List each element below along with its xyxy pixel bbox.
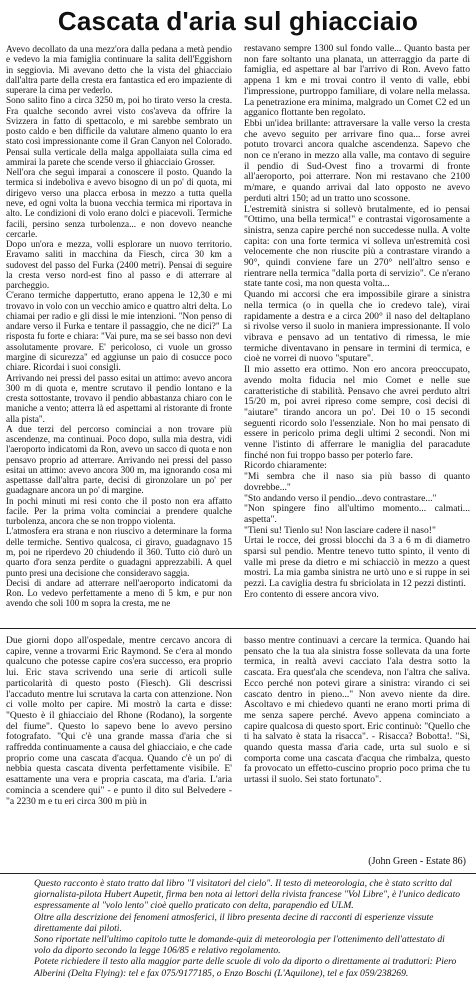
paragraph: Arrivando nei pressi del passo esitai un attimo: avevo ancora 300 m di quota e, mentre scrutavo il pendio lontano e la cresta sottostante, trovavo il pendio abbastanza chiaro con le maniche a vento; atterra là ed aspettami al ristorante di fronte alla pista". (6, 372, 232, 424)
paragraph: Sono salito fino a circa 3250 m, poi ho tirato verso la cresta. Fra qualche secondo avrei visto cos'aveva da offrire la Svizzera in fatto di spettacolo, e mi sarebbe sembrato un posto caldo e ben difficile da valutare almeno quanto lo era stato così impressionante come il Gran Canyon nel Colorado. Pensai sulla verticale della malga appollaiata sulla cima ed ammirai la parete che scende verso il ghiacciaio Grosser. (6, 95, 232, 167)
paragraph: "Mi sembra che il naso sia più basso di quanto dovrebbe..." (244, 471, 470, 493)
paragraph: Decisi di andare ad atterrare nell'aeroporto indicatomi da Ron. Lo vedevo perfettamente a meno di 5 km, e pur non avendo che soli 100 m sopra la cresta, me ne (6, 577, 232, 609)
paragraph: Dopo un'ora e mezza, volli esplorare un nuovo territorio. Eravamo saliti in macchina da Fiesch, circa 30 km a sudovest del passo del Furka (2400 metri). Pensai di seguire la cresta verso nord-est fino al passo e di atterrare al parcheggio. (6, 239, 232, 291)
paragraph: "Tieni su! Tienlo su! Non lasciare cadere il naso!" (244, 524, 436, 536)
paragraph: Il mio assetto era ottimo. Non ero ancora preoccupato, avendo molta fiducia nel mio Comet e nelle sue caratteristiche di stabilità. Pensavo che avrei perduto altri 15/20 m, poi avrei ripreso come sempre, così decisi di "aiutare" tirando ancora un po'. Dei 10 o 15 secondi seguenti ricordo solo l'essenziale. Non ho mai pensato di essere in pericolo prima degli ultimi 2 secondi. Non mi venne l'istinto di afferrare le maniglia del paracadute finché non fui troppo basso per poterlo fare. (244, 364, 470, 461)
paragraph: L'estremità sinistra si sollevò brutalmente, ed io pensai "Ottimo, una bella termica!" e contrastai vigorosamente a sinistra, senza capire perché non succedesse nulla. A volte capita: con una forte termica vi solleva un'estremità così velocemente che non riuscite più a contrastare virando a 90°, quindi conviene fare un 270° nell'altro senso e rientrare nella termica "dalla porta di servizio". Ce n'erano state tante così, ma non questa volta... (244, 203, 470, 290)
section-divider (0, 628, 476, 629)
story-column-left (6, 44, 232, 618)
paragraph: In pochi minuti mi resi conto che il posto non era affatto facile. Per la prima volta cominciai a prendere qualche turbolenza, ancora che se non troppo violenta. (6, 495, 232, 527)
story-column-right (244, 44, 470, 618)
paragraph: "Sto andando verso il pendio...devo contrastare..." (244, 492, 437, 504)
epilogue-column-right (244, 636, 470, 852)
paragraph: "Non spingere fino all'ultimo momento... calmati... aspetta". (244, 503, 470, 525)
paragraph: Ricordo chiaramente: (244, 460, 327, 472)
credits-paragraph: Oltre alla descrizione dei fenomeni atmosferici, il libro presenta decine di racconti di esperienze vissute direttamente dai piloti. (34, 911, 434, 934)
paragraph: Quando mi accorsi che era impossibile girare a sinistra nella termica (o in quella che io credevo tale), virai rapidamente a destra e a circa 200° il naso del deltaplano si rivolse verso il suolo in maniera impressionante. Il volo vibrava e pensavo ad un tentativo di rimessa, le mie termiche diventavano in pensare in termini di termica, e cioè ne vorrei di nuovo "sputare". (244, 289, 470, 365)
credits-paragraph: Sono riportate nell'ultimo capitolo tutte le domande-quiz di meteorologia per l'ottenimento dell'attestato di volo da diporto secondo la legge 106/85 e relativo regolamento. (34, 934, 445, 957)
paragraph: C'erano termiche dappertutto, erano appena le 12,30 e mi trovavo in volo con un vecchio amico e quattro altri delta. Lo chiamai per radio e gli dissi le mie intenzioni. "Non penso di andare verso il Furka e tentare il passaggio, che ne dici?" La risposta fu forte e chiara: "Vai pure, ma se sei basso non devi assolutamente provare. E' pericoloso, ci vuole un grosso margine di sicurezza" ed aggiunse un paio di cosucce poco chiare. Ricordai i suoi consigli. (6, 290, 232, 373)
credits-paragraph: Potete richiedere il testo alla maggior parte delle scuole di volo da diporto o direttamente ai traduttori: Piero Alberini (Delta Flying): tel e fax 075/9177185, o Enzo Boschi (L'Aquilone), tel e fax 059/238269. (34, 956, 457, 979)
epilogue-column-left (6, 636, 232, 868)
paragraph: Ebbi un'idea brillante: attraversare la valle verso la cresta che avevo seguito per arrivare fino qua... forse avrei potuto trovarci ancora qualche ascendenza. Sapevo che non ce n'erano in mezzo alla valle, ma contavo di seguire il pendio di Sud-Ovest fino a trovarmi di fronte all'aeroporto, poi atterrare. Non mi restavano che 2100 m/mare, e quando arrivai dal lato opposto ne avevo perduti altri 150; ad un tratto uno scossone. (244, 117, 470, 204)
paragraph: Urtai le rocce, dei grossi blocchi da 3 a 6 m di diametro sparsi sul pendio. Mentre tenevo tutto spinto, il vento di valle mi prese da dietro e mi schiacciò in mezzo a quest mostri. La mia gamba sinistra ne urtò uno e si ruppe in sei pezzi. La caviglia destra fu sbriciolata in 12 pezzi distinti. (244, 535, 470, 590)
credits-note (34, 878, 462, 994)
paragraph: restavano sempre 1300 sul fondo valle... Quanto basta per non fare soltanto una planata, un atterraggio da parte di famiglia, ed aspettare al bar l'arrivo di Ron. Avevo fatto appena 1 km e mi trovai contro il vento di valle, ebbi l'impressione, purtroppo familiare, di volare nella melassa. La penetrazione era minima, malgrado un Comet C2 ed un agganico flottante ben regolato. (244, 43, 470, 119)
paragraph: L'atmosfera era strana e non riuscivo a determinare la forma delle termiche. Sentivo qualcosa, ci giravo, guadagnavo 15 m, poi ne riperdevo 20 chiudendo il 360. Tutto ciò durò un quarto d'ora senza perdite o guadagni apprezzabili. A quel punto presi una decisione che consideravo saggia. (6, 526, 232, 578)
paragraph: Avevo decollato da una mezz'ora dalla pedana a metà pendio e vedevo la mia famiglia continuare la salita dell'Eggishorn in seggiovia. Mi avevano detto che la vista del ghiacciaio dall'altra parte della cresta era fantastica ed ero impaziente di superare la cima per vederlo. (6, 44, 232, 96)
paragraph: Ero contento di essere ancora vivo. (244, 588, 379, 600)
credits-paragraph: Questo racconto è stato tratto dal libro "I visitatori del cielo". Il testo di meteorologia, che è stato scritto dal giornalista-pilota Hubert Aupetit, firma ben nota ai lettori della rivista francese "Vol Libre", è l'unico dedicato espressamente al "volo lento" cioè quello praticato con delta, parapendio ed ULM. (34, 878, 461, 912)
paragraph: basso mentre continuavi a cercare la termica. Quando hai pensato che la tua ala sinistra fosse sollevata da una forte termica, in realtà avevi cacciato l'ala destra sotto la cascata. Era quest'ala che scendeva, non l'altra che saliva. Ecco perché non potevi girare a sinistra: virando ci sei cascato dentro in pieno..." Non avevo niente da dire. Ascoltavo e mi chiedevo quanti ne erano morti prima di me senza sapere perché. Avevo appena cominciato a capire qualcosa di questo sport. Eric continuò: "Quello che ti ha salvato è stata la risacca". - Risacca? Bobotta!. "Sì, quando questa massa d'aria cade, urta sul suolo e si comporta come una cascata d'acqua che rimbalza, questo fa provocato un effetto-cuscino proprio poco prima che tu urtassi il suolo. Sei stato fortunato". (244, 635, 470, 786)
paragraph: Due giorni dopo all'ospedale, mentre cercavo ancora di capire, venne a trovarmi Eric Raymond. Se c'era al mondo qualcuno che potesse capire cos'era successo, era proprio lui. Eric stava scrivendo una serie di articoli sulle particolarità di questo posto (Fiesch). Gli descrissi l'accaduto mentre lui scrutava la carta con attenzione. Non ci volle molto per capire. Mi mostrò la carta e disse: "Questo è il ghiacciaio del Rhone (Rodano), la sorgente del fiume". Questo lo sapevo bene lo avevo persino fotografato. "Qui c'è una grande massa d'aria che si raffredda continuamente a causa del ghiacciaio, e che cade proprio come una cascata d'acqua. Quando c'è un po' di nebbia questa cascata diventa perfettamente visibile. E' esattamente una vera e propria cascata, ma d'aria. L'aria comincia a scendere qui" - e punto il dito sul Belvedere - "a 2230 m e tu eri circa 300 m più in (6, 635, 232, 807)
paragraph: Nell'ora che seguì imparai a conoscere il posto. Quando la termica si indeboliva e avevo bisogno di un po' di quota, mi dirigevo verso una placca erbosa in mezzo a tutta quella neve, ed ogni volta la buona vecchia termica mi riportava in alto. Le condizioni di volo erano dolci e piacevoli. Termiche facili, persino senza turbolenza... e non dovevo neanche cercarle. (6, 167, 232, 239)
article-title: Cascata d'aria sul ghiacciaio (57, 6, 419, 36)
author-signature: (John Green - Estate 86) (368, 856, 466, 867)
paragraph: A due terzi del percorso cominciai a non trovare più ascendenze, ma continuai. Poco dopo, sulla mia destra, vidi l'aeroporto indicatomi da Ron, avevo un sacco di quota e non pensavo proprio ad atterrare. Arrivando nei pressi del passo esitai un attimo: avevo ancora 300 m, ma ignorando cosa mi aspettasse dall'altra parte, decisi di gironzolare un po' per guadagnare ancora un po' di margine. (6, 423, 232, 496)
credits-divider (0, 873, 476, 874)
